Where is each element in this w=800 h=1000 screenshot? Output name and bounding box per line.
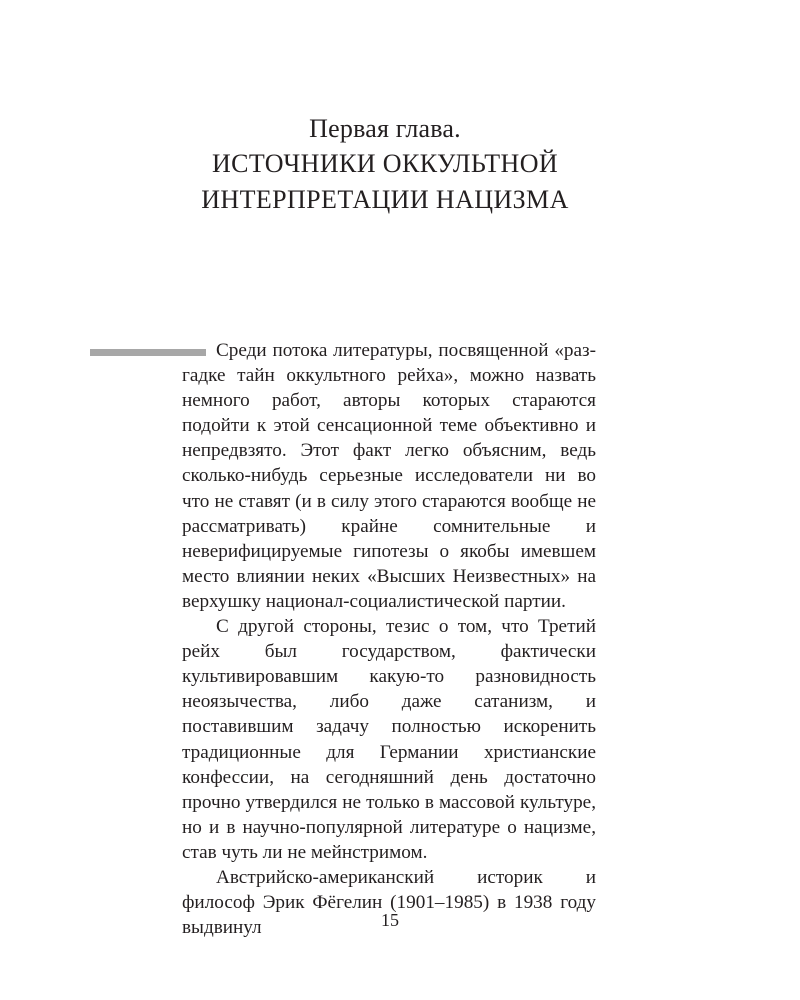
- chapter-heading: [170, 112, 600, 218]
- paragraph-2: С другой стороны, тезис о том, что Третий рейх был государством, фактически культивировавшим какую-то разновидность неоязычества, либо даже сатанизм, и поставившим задачу полностью искоренить традиционные для Германии христианские конфессии, на сегодняшний день достаточно прочно утвердился не только в массовой культуре, но и в научно-популярной литературе о нацизме, став чуть ли не мейнстримом.: [182, 616, 596, 863]
- body-text: [182, 338, 596, 940]
- chapter-title-line-1: ИСТОЧНИКИ ОККУЛЬТНОЙ: [211, 149, 559, 178]
- chapter-label: Первая глава.: [309, 114, 461, 143]
- chapter-title-line-2: ИНТЕРПРЕТАЦИИ НАЦИЗМА: [201, 185, 569, 214]
- page-number: 15: [381, 910, 399, 930]
- paragraph-1: Среди потока литературы, посвященной «разгадке тайн оккультного рейха», можно назвать немного работ, авторы которых стараются подойти к этой сенсационной теме объективно и непредвзято. Этот факт легко объясним, ведь сколько-нибудь серьезные исследователи ни во что не ставят (и в силу этого стараются вообще не рассматривать) крайне сомнительные и неверифицируемые гипотезы о якобы имевшем место влиянии неких «Высших Неизвестных» на верхушку национал-социалистической партии.: [182, 340, 596, 612]
- paragraph-3: Австрийско-американский историк и философ Эрик Фёгелин (1901–1985) в 1938 году выдвинул: [182, 866, 596, 939]
